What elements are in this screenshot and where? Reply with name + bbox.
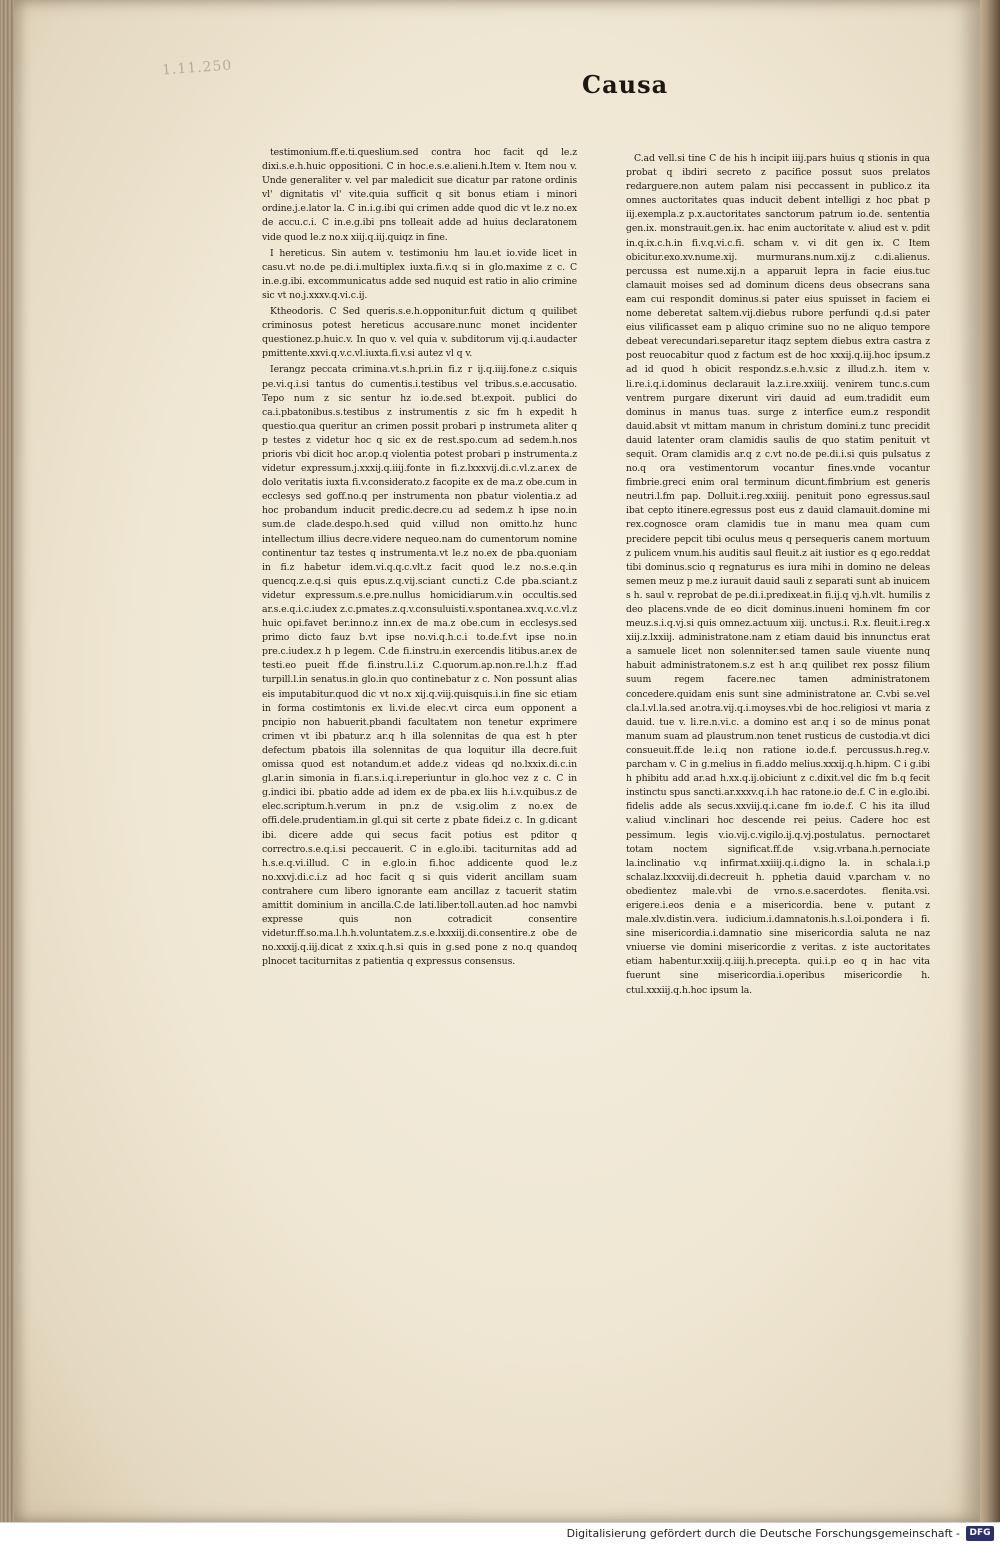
funding-credit: Digitalisierung gefördert durch die Deutsche Forschungsgemeinschaft - bbox=[566, 1527, 960, 1540]
left-text-column bbox=[262, 146, 577, 1020]
book-edge-right bbox=[978, 0, 1000, 1522]
footer-bar bbox=[0, 1522, 1000, 1545]
left-paragraph: I hereticus. Sin autem v. testimoniu hm lau.et io.vide licet in casu.vt no.de pe.di.i.multiplex iuxta.fi.v.q si in glo.maxime z c. C in.e.g.ibi. excommunicatus adde sed nuquid est ratio in alio crimine sic vt no.j.xxxv.q.vi.c.ij. bbox=[262, 247, 577, 301]
pencil-shelfmark: 1.11.250 bbox=[161, 57, 233, 79]
dfg-logo[interactable]: DFG bbox=[966, 1526, 994, 1541]
left-paragraph: Ierangz peccata crimina.vt.s.h.pri.in fi.z r ij.q.iiij.fone.z c.siquis pe.vi.q.i.si tantus do cumentis.i.testibus vel tribus.s.e.accusatio. Tepo num z sic sentur hz io.de.sed bt.expoit. publici do ca.i.pbatonibus.s.testibus z instrumentis z sic fm h expedit h questio.qua queritur an crimen possit probari p instrumeta aliter q p testes z videtur hoc q sic ex de rest.spo.cum ad sedem.h.nos prioris vbi dicit hoc ar.op.q violentia potest probari p instrumenta.z videtur expressum.j.xxxij.q.iiij.fonte in fi.z.lxxxvij.di.c.vl.z.ar.ex de dolo veritatis iuxta fi.v.considerato.z facopite ex de ma.z obe.cum in ecclesys sed goff.no.q per instrumenta non pbatur violentia.z ad hoc probandum inducit predic.decre.cu ad sedem.z h ipse no.in sum.de clade.despo.h.sed quid v.illud non omitto.hz hunc intellectum illius decre.videre nequeo.nam do cumentorum nomine continentur taz testes q instrumenta.vt le.z no.ex de pba.quoniam in fi.z habetur idem.vi.q.q.c.vlt.z facit quod le.z no.s.e.q.in quencq.z.e.q.si quis epus.z.q.vij.sciant cuncti.z C.de pba.sciant.z videtur expressum.s.e.pre.nullus homicidiarum.v.in occultis.sed ar.s.e.q.i.c.iudex z.c.pmates.z.q.v.consuluisti.v.spontanea.xv.q.v.c.vl.z huic opi.favet ber.inno.z inn.ex de ma.z obe.cum in ecclesys.sed primo dicto fauz b.vt ipse no.vi.q.h.c.i to.de.f.vt ipse no.in pre.c.iudex.z h p legem. C.de fi.instru.in exercendis litibus.ar.ex de testi.eo pueit ff.de fi.instru.l.i.z C.quorum.ap.non.re.l.h.z ff.ad turpill.l.in senatus.in glo.in quo continebatur z c. Non possunt alias eis imputabitur.quod dic vt no.x xij.q.viij.quisquis.i.in fine sic etiam in forma costimtonis ex li.vi.de elec.vt circa eum opponent a pncipio non habuerit.pbandi facultatem non tenetur exprimere crimen vt ibi pbatur.z ar.q h illa solennitas de qua est h pter defectum pbatois illa solennitas de qua loquitur illa decre.fuit omissa quod est notandum.et adde.z videas qd no.lxxix.di.c.in gl.ar.in simonia in fi.ar.s.i.q.i.reperiuntur in glo.hoc vez z c. C in g.indici ibi. pbatio adde ad idem ex de pba.ex liis h.i.v.quibus.z de elec.scriptum.h.verum in pn.z de v.sig.olim z no.ex de offi.dele.prudentiam.in gl.qui sit certe z pbate fidei.z c. In g.dicant ibi. dicere adde qui secus facit potius est pditor q correctro.s.e.q.i.si peccauerit. C in e.glo.ibi. taciturnitas add ad h.s.e.q.vi.illud. C in e.glo.in fi.hoc addicente quod le.z no.xxvj.di.c.i.z ad hoc facit q si quis viderit ancillam suam contrahere cum libero ignorante eam ancillaz z tacuerit statim amittit dominium in ancilla.C.de lati.liber.toll.auten.ad hoc namvbi expresse quis non cotradicit consentire videtur.ff.so.ma.l.h.h.voluntatem.z.s.e.lxxxiij.di.consentire.z obe de no.xxxij.q.iij.dicat z xxix.q.h.si quis in g.sed pone z no.q quandoq plnocet taciturnitas z patientia q expressus consensus. bbox=[262, 364, 577, 968]
right-text-column bbox=[626, 152, 930, 1192]
left-paragraph: testimonium.ff.e.ti.queslium.sed contra hoc facit qd le.z dixi.s.e.h.huic oppositioni. C in hoc.e.s.e.alieni.h.Item v. Item nou v. Unde generaliter v. vel par maledicit sue dicatur par ratone ordinis vl' dignitatis vl' vite.quia sufficit q sit bonus etiam i minori ordine.j.e.lator la. C in.i.g.ibi qui crimen adde quod dic vt le.z no.ex de accu.c.i. C in.e.g.ibi pns tolleait adde ad huius declaratonem vide quod le.z no.x xiij.q.iij.quiqz in fine. bbox=[262, 147, 577, 243]
right-paragraph: C.ad vell.si tine C de his h incipit iiij.pars huius q stionis in qua probat q ibdiri secreto z pacifice possut suos prelatos redarguere.non autem palam nisi peccassent in publico.z ita omnes auctoritates quas inducit debent intelligi z hoc pbat p iij.exempla.z p.x.auctoritates sanctorum patrum io.de. sententia gen.ix. monstrauit.gen.ix. hac enim auctoritate v. aliud est v. pdit in.q.ix.c.h.in fi.v.q.vi.c.fi. scham v. vi dit gen ix. C Item obicitur.exo.xv.nume.xij. murmurans.num.xij.z c.di.alienus. percussa est nume.xij.n a apparuit lepra in facie eius.tuc clamauit moises sed ad dominum dicens deus obsecrans sana eam cui respondit dominus.si pater eius spuisset in faciem ei nome deberetat saltem.vij.diebus rubore perfundi q.d.si pater eius vilificasset eam p aliquo crimine suo no ne aliquo tempore debeat verecundari.separetur itaqz septem diebus extra castra z post reuocabitur quod z factum est de hoc xxxij.q.iij.hoc ipsum.z ad id quod h obicit respondz.s.e.h.v.sic z illud.z.h. item v. li.re.i.q.i.dominus declarauit la.z.i.re.xxiiij. venirem tunc.s.cum ventrem purgare dixerunt viri dauid ad eum.tradidit eum dominus in manus tuas. surge z interfice eum.z respondit dauid.absit vt mittam manum in christum domini.z tunc precidit dauid latenter oram clamidis saulis de quo statim penituit vt sequit. Oram clamidis ar.q z c.vt no.de pe.di.i.si quis pulsatus z no.q ora vestimentorum vocantur fines.vnde vocantur fimbrie.greci enim oral terminum dicunt.fimbrium est generis neutri.l.fm pap. Dolluit.i.reg.xxiiij. penituit pono egressus.saul ibat cepto itinere.egressus post eus z dauid clamauit.domine mi rex.cognosce oram clamidis tue in manu mea quam cum precidere pepcit tibi oculus meus q persequeris canem mortuum z pulicem vnum.his auditis saul fleuit.z ait iustior es q ego.reddat tibi dominus.scio q regnaturus es iura mihi in domino ne deleas semen meuz p me.z iurauit dauid sauli z separati sunt ab inuicem s h. saul v. reprobat de pe.di.i.predixeat.in fi.ij.q vj.h.vlt. humilis z deo placens.vnde de eo dicit dominus.inueni hominem fm cor meuz.s.i.q.vj.si quis omnez.actuum xiij. unctus.i. R.x. fleuit.i.reg.x xiij.z.lxxiij. administratone.nam z etiam dauid bis innunctus erat a samuele licet non solenniter.sed tamen saule viuente nunq habuit administratonem.s.z est h ar.q quilibet rex possz filium suum regem facere.nec tamen administratonem concedere.quidam enis sunt sine administratone ar. C.vbi se.vel cla.l.vl.la.sed ar.otra.vij.q.i.moyses.vbi de hoc.religiosi vt maria z dauid. tue v. li.re.n.vi.c. a domino est ar.q i so de minus ponat manum suam ad plaustrum.non tenet rusticus de custodia.vt dici consueuit.ff.de le.i.q non ratione io.de.f. percussus.h.reg.v. parcham v. C in g.melius in fi.addo melius.xxxij.q.h.hipm. C i g.ibi h phibitu add ar.ad h.xx.q.ij.obiciunt z c.dixit.vel dic fm b.q fecit instinctu spus sancti.ar.xxxv.q.i.h hac ratone.io de.f. C in e.glo.ibi. fidelis adde als secus.xxviij.q.i.cane fm io.de.f. C his ita illud v.aliud v.inclinari hoc descende rei peius. Cadere hoc est pessimum. legis v.io.vij.c.vigilo.ij.q.vj.postulatus. pernoctaret totam noctem significat.ff.de v.sig.vrbana.h.pernociate la.inclinatio v.q infirmat.xxiiij.q.i.digno la. in schala.i.p schalaz.lxxxviij.di.decreuit h. pphetia dauid v.parcham v. no obedientez male.vbi de vrno.s.e.sacerdotes. flenita.vsi. erigere.i.eos denia e a misericordia. bene v. putant z male.xlv.distin.vera. iudicium.i.damnatonis.h.s.l.oi.pondera i fi. sine misericordia.i.damnatio sine misericordia saluta ne naz vniuerse vie domini misericordie z veritas. z iste auctoritates etiam habentur.xxiij.q.iiij.h.precepta. qui.i.p eo q in hac vita fuerunt sine misericordia.i.operibus misericordie h. ctul.xxxiij.q.h.hoc ipsum la. bbox=[626, 153, 930, 996]
left-paragraph: Ktheodoris. C Sed queris.s.e.h.opponitur.fuit dictum q quilibet criminosus potest hereticus accusare.nunc monet incidenter questionez.p.huic.v. In quo v. vel quia v. subditorum vij.q.i.audacter pmittente.xxvi.q.v.c.vl.iuxta.fi.v.si autez vl q v. bbox=[262, 306, 577, 360]
book-edge-left bbox=[0, 0, 14, 1522]
running-head: Causa bbox=[582, 70, 669, 99]
